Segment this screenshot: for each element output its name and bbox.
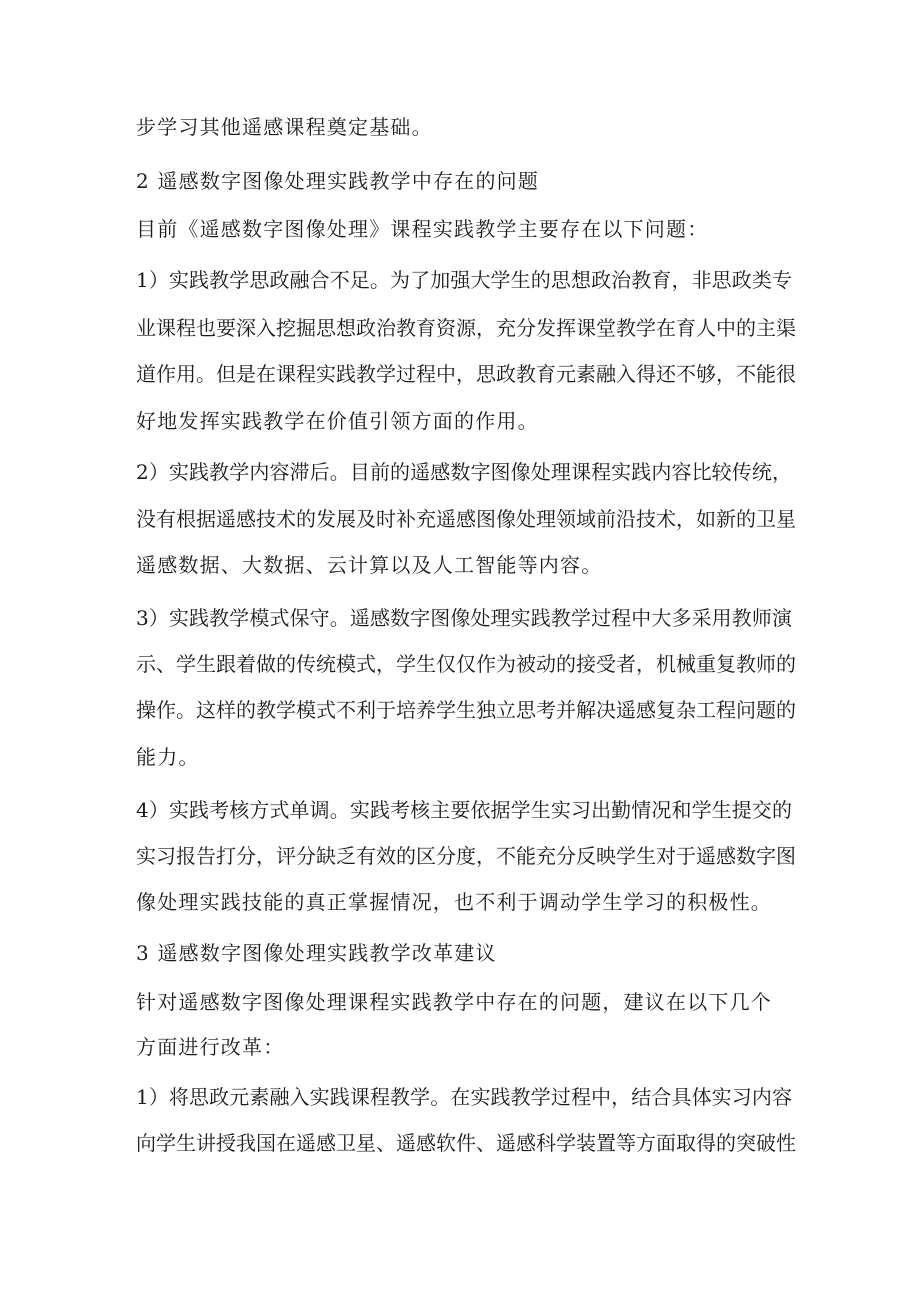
text-line: 针对遥感数字图像处理课程实践教学中存在的问题，建议在以下几个	[136, 990, 772, 1014]
text-line: 遥感数据、大数据、云计算以及人工智能等内容。	[136, 553, 603, 577]
text-line: 没有根据遥感技术的发展及时补充遥感图像处理领域前沿技术，如新的卫星	[136, 507, 796, 531]
text-line: 操作。这样的教学模式不利于培养学生独立思考并解决遥感复杂工程问题的	[136, 698, 796, 722]
text-line: 方面进行改革：	[136, 1035, 285, 1059]
text-line: 4）实践考核方式单调。实践考核主要依据学生实习出勤情况和学生提交的	[136, 798, 792, 822]
section-heading: 2 遥感数字图像处理实践教学中存在的问题	[136, 169, 540, 193]
text-line: 好地发挥实践教学在价值引领方面的作用。	[136, 409, 539, 433]
text-line: 像处理实践技能的真正掌握情况，也不利于调动学生学习的积极性。	[136, 890, 772, 914]
text-line: 实习报告打分，评分缺乏有效的区分度，不能充分反映学生对于遥感数字图	[136, 844, 796, 868]
section-heading: 3 遥感数字图像处理实践教学改革建议	[136, 941, 497, 965]
text-line: 示、学生跟着做的传统模式，学生仅仅作为被动的接受者，机械重复教师的	[136, 652, 796, 676]
text-line: 步学习其他遥感课程奠定基础。	[136, 115, 433, 139]
text-line: 3）实践教学模式保守。遥感数字图像处理实践教学过程中大多采用教师演	[136, 606, 792, 630]
text-line: 目前《遥感数字图像处理》课程实践教学主要存在以下问题：	[136, 217, 709, 241]
text-line: 1）实践教学思政融合不足。为了加强大学生的思想政治教育，非思政类专	[136, 268, 792, 292]
text-line: 2）实践教学内容滞后。目前的遥感数字图像处理课程实践内容比较传统，	[136, 460, 792, 484]
text-line: 向学生讲授我国在遥感卫星、遥感软件、遥感科学装置等方面取得的突破性	[136, 1131, 796, 1155]
text-line: 道作用。但是在课程实践教学过程中，思政教育元素融入得还不够，不能很	[136, 362, 796, 386]
text-line: 业课程也要深入挖掘思想政治教育资源，充分发挥课堂教学在育人中的主渠	[136, 316, 796, 340]
text-line: 1）将思政元素融入实践课程教学。在实践教学过程中，结合具体实习内容	[136, 1085, 792, 1109]
text-line: 能力。	[136, 745, 200, 769]
